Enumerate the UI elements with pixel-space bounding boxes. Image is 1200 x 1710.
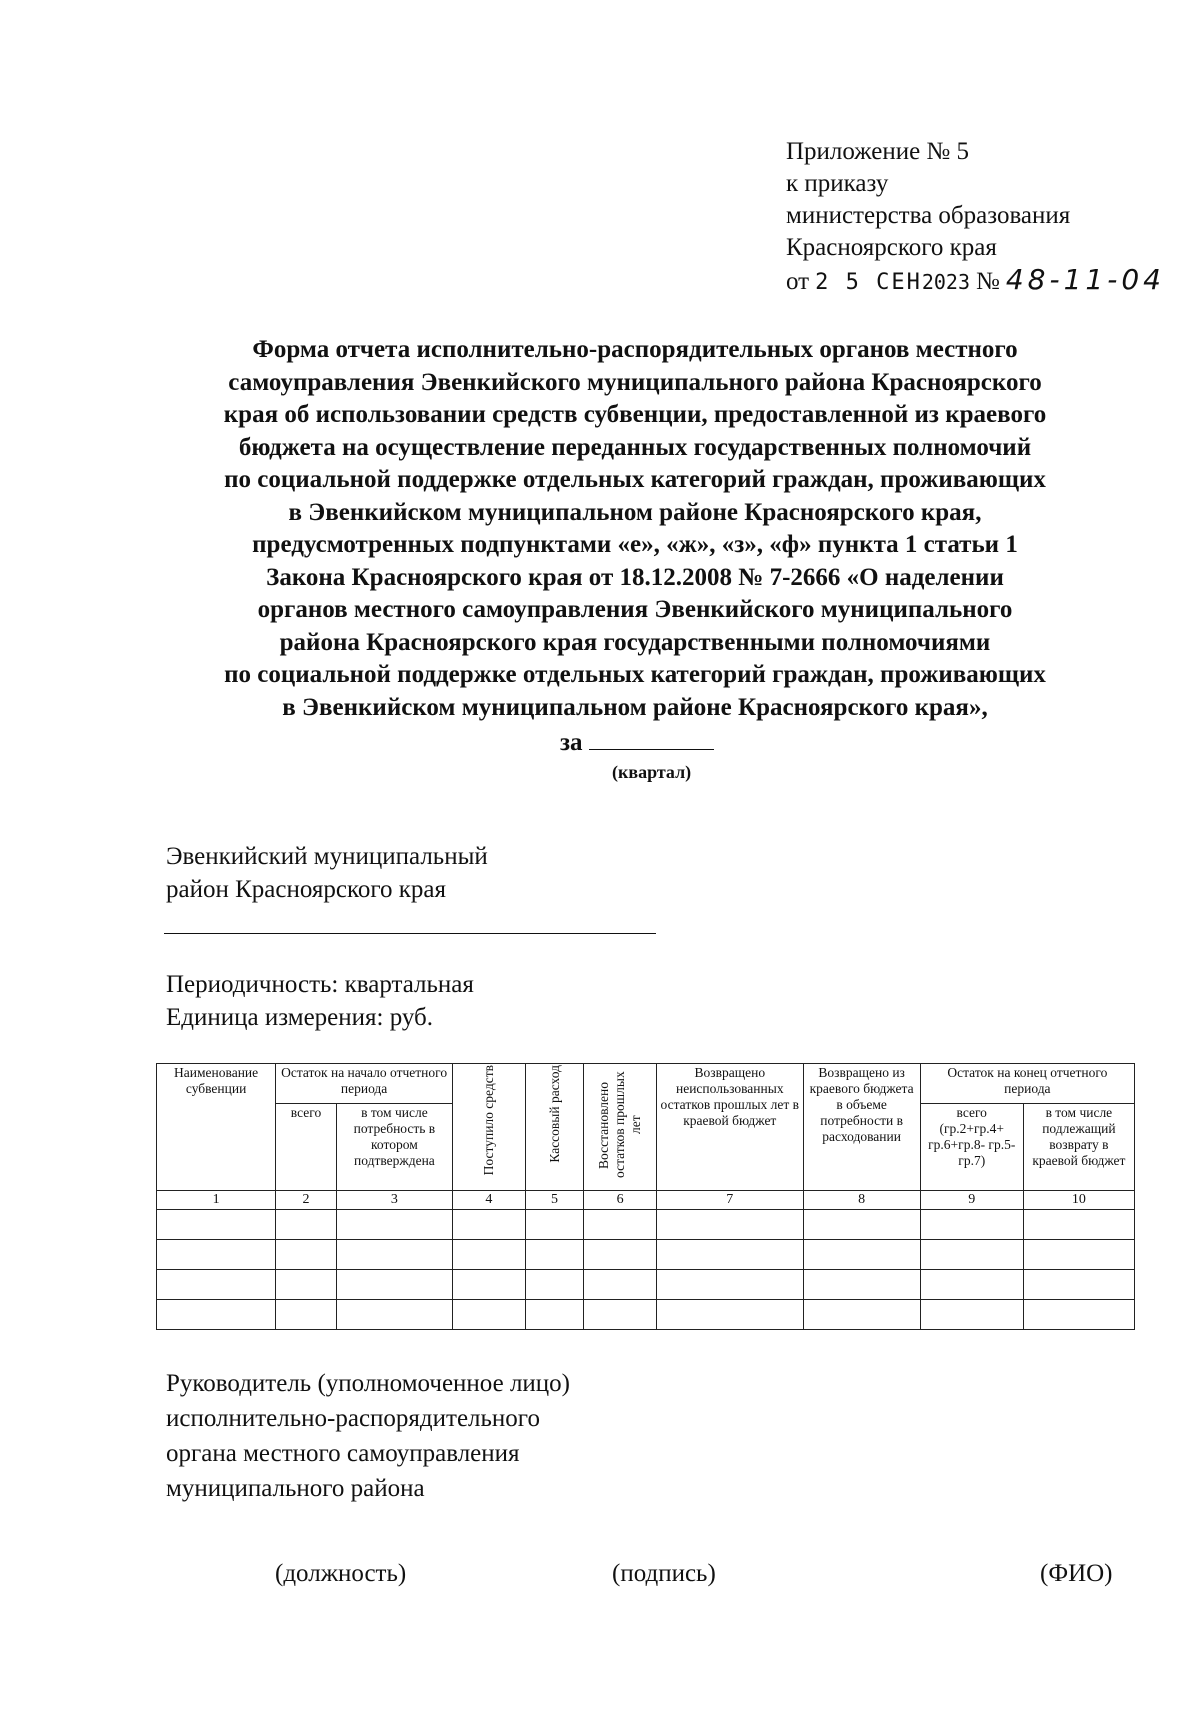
- table-cell[interactable]: [803, 1270, 920, 1300]
- table-cell[interactable]: [1023, 1300, 1134, 1330]
- date-stamp-year: 2023: [921, 270, 970, 294]
- signature-line-3: органа местного самоуправления: [166, 1440, 520, 1467]
- organization-block: [166, 840, 488, 906]
- table-cell[interactable]: [276, 1270, 337, 1300]
- header-balance-end: Остаток на конец отчетного периода: [920, 1064, 1134, 1104]
- org-line-2: район Красноярского края: [166, 876, 446, 903]
- table-cell[interactable]: [336, 1210, 452, 1240]
- col-number: 4: [452, 1191, 525, 1210]
- date-stamp-day: 2 5 СЕН: [815, 270, 922, 295]
- table-cell[interactable]: [336, 1270, 452, 1300]
- table-row: [157, 1210, 1135, 1240]
- table-cell[interactable]: [657, 1300, 803, 1330]
- appendix-date-line: [786, 264, 1165, 299]
- report-meta: [166, 968, 474, 1034]
- date-stamp: [815, 266, 970, 299]
- table-cell[interactable]: [157, 1270, 276, 1300]
- title-line: края об использовании средств субвенции, предоставленной из краевого: [223, 401, 1047, 428]
- col-number: 2: [276, 1191, 337, 1210]
- table-cell[interactable]: [920, 1240, 1023, 1270]
- appendix-ministry: министерства образования: [786, 202, 1071, 229]
- signature-line-1: Руководитель (уполномоченное лицо): [166, 1370, 571, 1397]
- table-cell[interactable]: [584, 1270, 657, 1300]
- document-title: [150, 334, 1120, 724]
- title-line: в Эвенкийском муниципальном районе Красноярского края»,: [282, 693, 988, 721]
- title-line: Форма отчета исполнительно-распорядительных органов местного: [252, 336, 1018, 363]
- col-number: 1: [157, 1191, 276, 1210]
- col-number: 10: [1023, 1191, 1134, 1210]
- table-cell[interactable]: [584, 1240, 657, 1270]
- title-line: бюджета на осуществление переданных государственных полномочий: [238, 433, 1032, 461]
- column-number-row: [157, 1191, 1135, 1210]
- signature-line-2: исполнительно-распорядительного: [166, 1405, 540, 1432]
- table-row: [157, 1270, 1135, 1300]
- table-row: [157, 1240, 1135, 1270]
- table-cell[interactable]: [452, 1210, 525, 1240]
- table-row: [157, 1300, 1135, 1330]
- table-cell[interactable]: [336, 1240, 452, 1270]
- table-cell[interactable]: [525, 1240, 584, 1270]
- appendix-header: [786, 136, 1165, 299]
- table-cell[interactable]: [657, 1270, 803, 1300]
- report-table: [156, 1063, 1135, 1330]
- title-line: по социальной поддержке отдельных категорий граждан, проживающих: [224, 466, 1046, 493]
- caption-position: (должность): [275, 1560, 407, 1587]
- header-cash-expense: Кассовый расход: [546, 1065, 562, 1163]
- number-prefix: №: [976, 268, 1000, 295]
- period-prefix: за: [560, 729, 583, 756]
- header-balance-start: Остаток на начало отчетного периода: [276, 1064, 453, 1104]
- header-received: Поступило средств: [480, 1065, 496, 1176]
- table-cell[interactable]: [525, 1300, 584, 1330]
- table-cell[interactable]: [452, 1270, 525, 1300]
- table-cell[interactable]: [452, 1300, 525, 1330]
- appendix-region: Красноярского края: [786, 234, 997, 261]
- org-line-1: Эвенкийский муниципальный: [166, 843, 488, 870]
- table-cell[interactable]: [803, 1210, 920, 1240]
- header-cash-expense-cell: [525, 1064, 584, 1191]
- appendix-number: Приложение № 5: [786, 138, 970, 165]
- header-start-need: в том числе потребность в котором подтверждена: [336, 1104, 452, 1191]
- table-cell[interactable]: [336, 1300, 452, 1330]
- table-cell[interactable]: [657, 1210, 803, 1240]
- header-restored-cell: [584, 1064, 657, 1191]
- header-restored: Восстановлено остатков прошлых лет: [596, 1071, 644, 1179]
- table-cell[interactable]: [452, 1240, 525, 1270]
- signature-block: [166, 1366, 570, 1506]
- header-returned-from-budget: Возвращено из краевого бюджета в объеме потребности в расходовании: [803, 1064, 920, 1191]
- title-line: по социальной поддержке отдельных категорий граждан, проживающих: [224, 661, 1046, 688]
- table-cell[interactable]: [525, 1270, 584, 1300]
- table-cell[interactable]: [157, 1300, 276, 1330]
- period-caption: (квартал): [612, 762, 692, 782]
- org-blank-line[interactable]: [164, 933, 656, 934]
- col-number: 8: [803, 1191, 920, 1210]
- date-prefix: от: [786, 268, 810, 295]
- table-header-row: [157, 1064, 1135, 1104]
- header-received-cell: [452, 1064, 525, 1191]
- period-line: [560, 727, 714, 757]
- title-line: района Красноярского края государственными полномочиями: [279, 628, 991, 656]
- header-end-total: всего (гр.2+гр.4+ гр.6+гр.8- гр.5-гр.7): [920, 1104, 1023, 1191]
- period-blank-field[interactable]: [589, 727, 714, 750]
- table-cell[interactable]: [276, 1210, 337, 1240]
- table-cell[interactable]: [920, 1210, 1023, 1240]
- table-cell[interactable]: [157, 1210, 276, 1240]
- table-cell[interactable]: [276, 1240, 337, 1270]
- col-number: 7: [657, 1191, 803, 1210]
- table-cell[interactable]: [803, 1240, 920, 1270]
- periodicity: Периодичность: квартальная: [166, 971, 474, 998]
- table-cell[interactable]: [525, 1210, 584, 1240]
- title-line: органов местного самоуправления Эвенкийского муниципального: [257, 596, 1013, 623]
- header-start-total: всего: [276, 1104, 337, 1191]
- appendix-order-ref: к приказу: [786, 170, 889, 197]
- title-line: самоуправления Эвенкийского муниципального района Красноярского: [228, 368, 1042, 396]
- header-end-return: в том числе подлежащий возврату в краевой бюджет: [1023, 1104, 1134, 1191]
- col-number: 3: [336, 1191, 452, 1210]
- col-number: 6: [584, 1191, 657, 1210]
- table-cell[interactable]: [920, 1300, 1023, 1330]
- table-cell[interactable]: [584, 1300, 657, 1330]
- header-subvention-name: Наименование субвенции: [157, 1064, 276, 1191]
- table-cell[interactable]: [584, 1210, 657, 1240]
- signature-line-4: муниципального района: [166, 1475, 425, 1502]
- table-cell[interactable]: [1023, 1210, 1134, 1240]
- table-cell[interactable]: [657, 1240, 803, 1270]
- col-number: 5: [525, 1191, 584, 1210]
- unit-of-measure: Единица измерения: руб.: [166, 1004, 434, 1031]
- table-cell[interactable]: [1023, 1270, 1134, 1300]
- table-cell[interactable]: [920, 1270, 1023, 1300]
- table-cell[interactable]: [1023, 1240, 1134, 1270]
- caption-signature: (подпись): [612, 1560, 716, 1587]
- title-line: Закона Красноярского края от 18.12.2008 № 7-2666 «О наделении: [266, 563, 1004, 591]
- table-cell[interactable]: [276, 1300, 337, 1330]
- col-number: 9: [920, 1191, 1023, 1210]
- table-cell[interactable]: [803, 1300, 920, 1330]
- title-line: предусмотренных подпунктами «е», «ж», «з», «ф» пункта 1 статьи 1: [252, 531, 1018, 558]
- caption-fio: (ФИО): [1040, 1560, 1113, 1587]
- table-cell[interactable]: [157, 1240, 276, 1270]
- handwritten-order-number: 48-11-04: [1005, 263, 1165, 296]
- header-returned-unused: Возвращено неиспользованных остатков прошлых лет в краевой бюджет: [657, 1064, 803, 1191]
- title-line: в Эвенкийском муниципальном районе Красноярского края,: [288, 498, 982, 526]
